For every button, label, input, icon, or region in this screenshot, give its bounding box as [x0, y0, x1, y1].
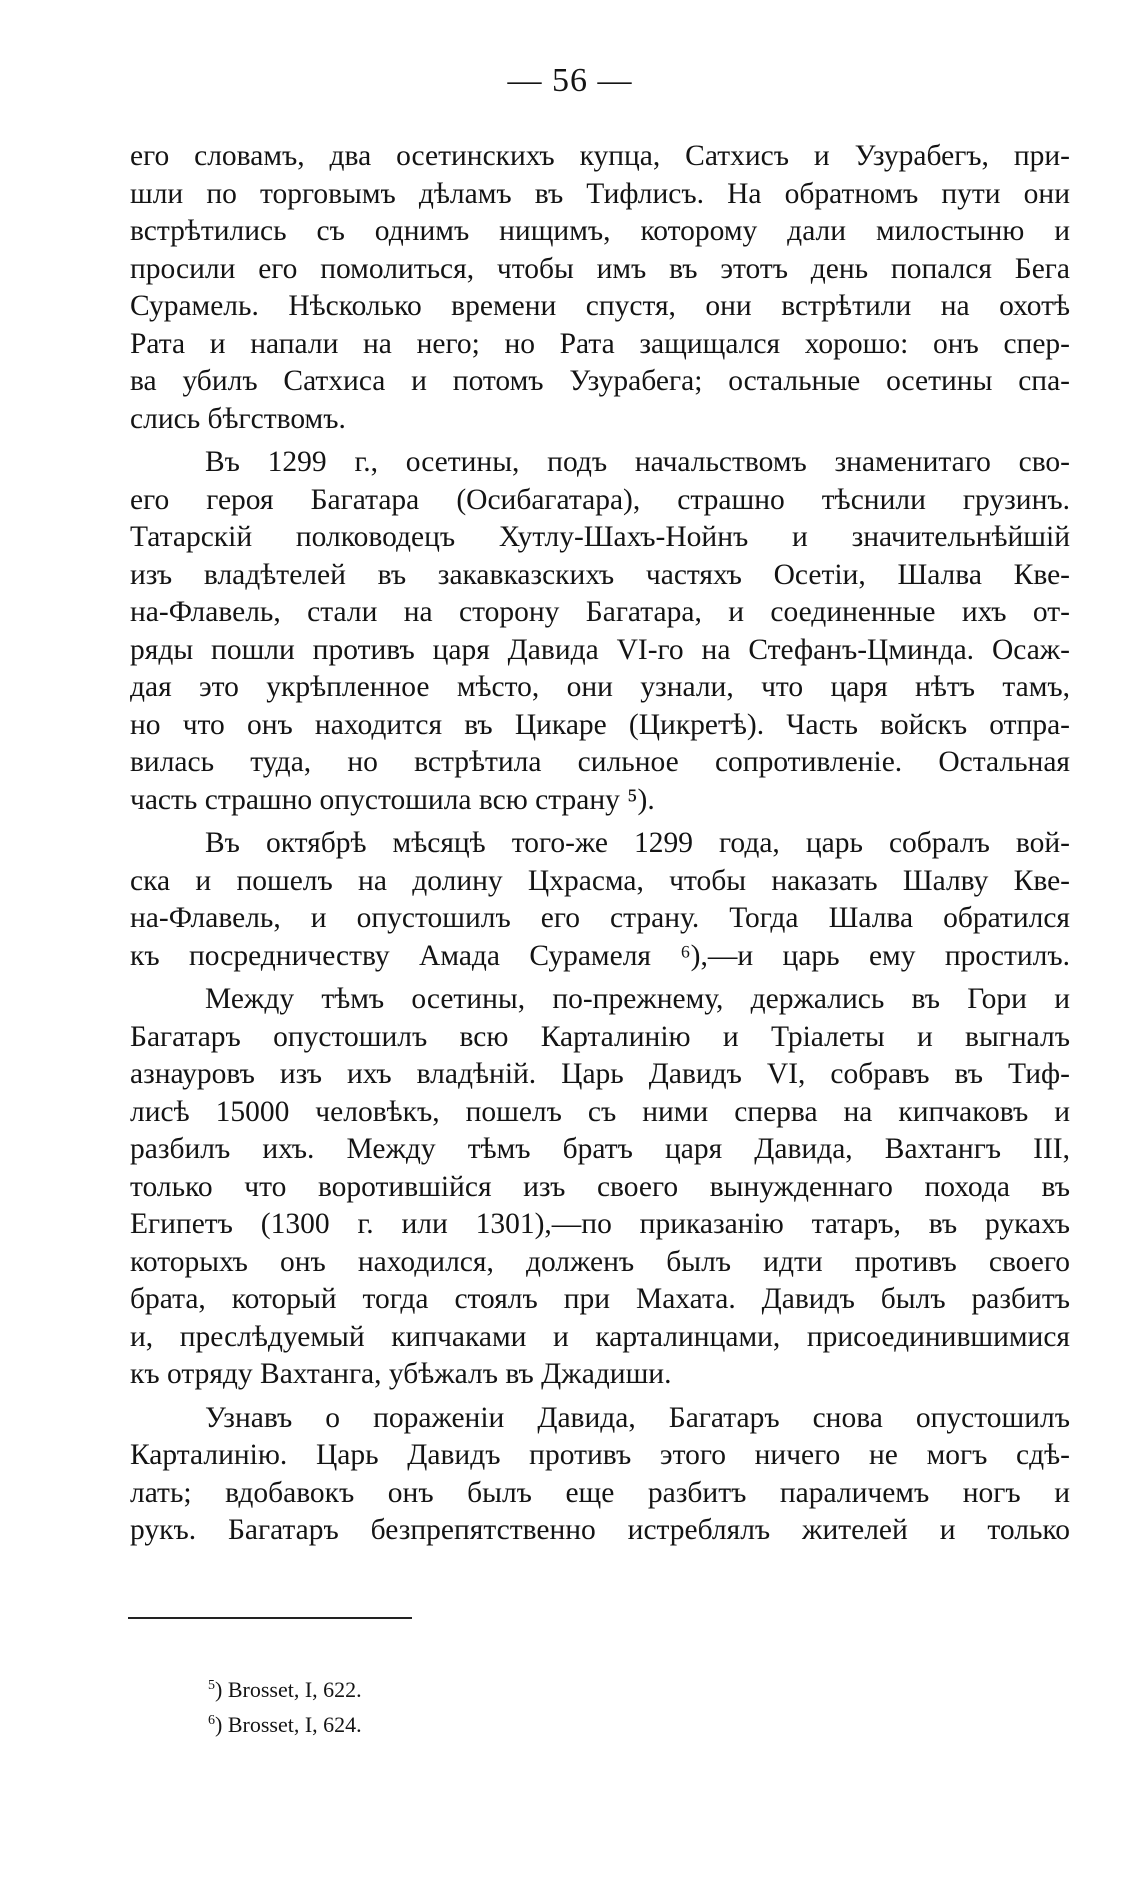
- text-line: Сурамель. Нѣсколько времени спустя, они встрѣтили на охотѣ: [130, 290, 1070, 322]
- text-line: Въ 1299 г., осетины, подъ начальствомъ знаменитаго сво-: [205, 446, 1070, 478]
- paragraph-4: [130, 981, 1070, 1394]
- text-line: на-Флавель, стали на сторону Багатара, и соединенные ихъ от-: [130, 596, 1070, 628]
- footnote-5: [208, 1672, 362, 1707]
- text-line: его словамъ, два осетинскихъ купца, Сатхисъ и Узурабегъ, при-: [130, 140, 1070, 172]
- footnote-text: ) Brosset, I, 622.: [215, 1677, 362, 1702]
- text-line: ва убилъ Сатхиса и потомъ Узурабега; остальные осетины спа-: [130, 365, 1070, 397]
- body-text: [130, 138, 1070, 1550]
- text-line: азнауровъ изъ ихъ владѣній. Царь Давидъ VI, собравъ въ Тиф-: [130, 1058, 1070, 1090]
- footnote-mark: 6: [208, 1713, 215, 1728]
- text-line: на-Флавель, и опустошилъ его страну. Тогда Шалва обратился: [130, 902, 1070, 934]
- text-line: встрѣтились съ однимъ нищимъ, которому дали милостыню и: [130, 215, 1070, 247]
- text-line: его героя Багатара (Осибагатара), страшно тѣснили грузинъ.: [130, 483, 1070, 516]
- text-line: но что онъ находится въ Цикаре (Цикретѣ). Часть войскъ отпра-: [130, 708, 1070, 741]
- paragraph-5: [130, 1400, 1070, 1550]
- text-line: брата, который тогда стоялъ при Махата. Давидъ былъ разбитъ: [130, 1283, 1070, 1315]
- text-line: и, преслѣдуемый кипчаками и карталинцами, присоединившимися: [130, 1320, 1070, 1353]
- text-line: Багатаръ опустошилъ всю Карталинію и Тріалеты и выгналъ: [130, 1020, 1070, 1053]
- text-line: Египетъ (1300 г. или 1301),—по приказанію татаръ, въ рукахъ: [130, 1208, 1070, 1240]
- text-line: изъ владѣтелей въ закавказскихъ частяхъ Осетіи, Шалва Кве-: [130, 558, 1070, 591]
- text-line: слись бѣгствомъ.: [130, 402, 346, 435]
- text-line: къ посредничеству Амада Сурамеля ⁶),—и царь ему простилъ.: [130, 939, 1070, 972]
- text-line: вилась туда, но встрѣтила сильное сопротивленіе. Остальная: [130, 746, 1070, 778]
- text-line: просили его помолиться, чтобы имъ въ этотъ день попался Бега: [130, 252, 1070, 285]
- text-line: Между тѣмъ осетины, по-прежнему, держались въ Гори и: [205, 983, 1070, 1015]
- footnote-text: ) Brosset, I, 624.: [215, 1712, 362, 1737]
- text-line: шли по торговымъ дѣламъ въ Тифлисъ. На обратномъ пути они: [130, 177, 1070, 210]
- paragraph-2: [130, 444, 1070, 819]
- text-line: ска и пошелъ на долину Цхрасма, чтобы наказать Шалву Кве-: [130, 864, 1070, 897]
- text-line: Въ октябрѣ мѣсяцѣ того-же 1299 года, царь собралъ вой-: [205, 827, 1070, 859]
- footnote-mark: 5: [208, 1678, 215, 1693]
- footnote-separator: [128, 1617, 412, 1619]
- text-line: ряды пошли противъ царя Давида VI-го на Стефанъ-Цминда. Осаж-: [130, 633, 1070, 666]
- text-line: часть страшно опустошила всю страну ⁵).: [130, 783, 655, 816]
- text-line: только что воротившійся изъ своего вынужденнаго похода въ: [130, 1170, 1070, 1203]
- page-number: — 56 —: [507, 62, 633, 99]
- text-line: Узнавъ о пораженіи Давида, Багатаръ снова опустошилъ: [205, 1401, 1070, 1434]
- text-line: рукъ. Багатаръ безпрепятственно истреблялъ жителей и только: [130, 1514, 1070, 1546]
- text-line: Карталинію. Царь Давидъ противъ этого ничего не могъ сдѣ-: [130, 1439, 1070, 1471]
- text-line: лать; вдобавокъ онъ былъ еще разбитъ параличемъ ногъ и: [130, 1476, 1070, 1509]
- text-line: дая это укрѣпленное мѣсто, они узнали, что царя нѣтъ тамъ,: [130, 671, 1070, 703]
- text-line: лисѣ 15000 человѣкъ, пошелъ съ ними сперва на кипчаковъ и: [130, 1095, 1070, 1128]
- text-line: которыхъ онъ находился, долженъ былъ идти противъ своего: [130, 1245, 1070, 1278]
- text-line: Рата и напали на него; но Рата защищался хорошо: онъ спер-: [130, 327, 1070, 360]
- paragraph-1: [130, 138, 1070, 438]
- footnotes: [208, 1672, 362, 1742]
- text-line: разбилъ ихъ. Между тѣмъ братъ царя Давида, Вахтангъ III,: [130, 1133, 1070, 1165]
- paragraph-3: [130, 825, 1070, 975]
- text-line: Татарскій полководецъ Хутлу-Шахъ-Нойнъ и значительнѣйшій: [130, 521, 1070, 553]
- footnote-6: [208, 1707, 362, 1742]
- text-line: къ отряду Вахтанга, убѣжалъ въ Джадиши.: [130, 1358, 672, 1390]
